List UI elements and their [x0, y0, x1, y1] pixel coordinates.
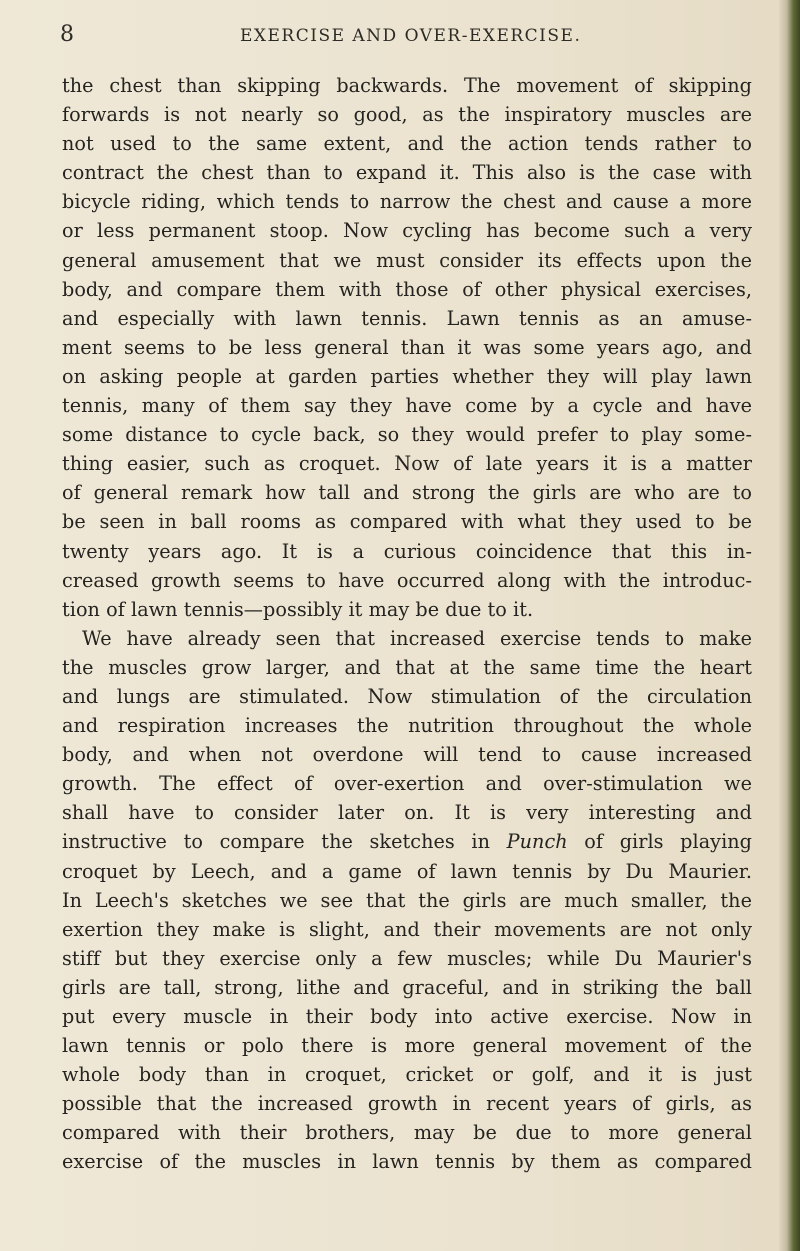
text-line: shall have to consider later on. It is very interesting and: [62, 801, 752, 825]
text-line: contract the chest than to expand it. This also is the case with: [62, 161, 752, 185]
paragraph-start-line: We have already seen that increased exercise tends to make: [82, 626, 752, 650]
running-head: [0, 22, 800, 52]
text-line: body, and compare them with those of other physical exercises,: [62, 277, 752, 301]
text-line: lawn tennis or polo there is more general movement of the: [62, 1034, 752, 1058]
body-text: [62, 71, 752, 1177]
text-line: of general remark how tall and strong the girls are who are to: [62, 481, 752, 505]
text-line: twenty years ago. It is a curious coincidence that this in-: [62, 539, 752, 563]
running-title: EXERCISE AND OVER-EXERCISE.: [240, 26, 582, 46]
text-line: In Leech's sketches we see that the girls are much smaller, the: [62, 888, 752, 912]
text-line: or less permanent stoop. Now cycling has become such a very: [62, 219, 752, 243]
text-line: and lungs are stimulated. Now stimulation of the circulation: [62, 684, 752, 708]
text-line: on asking people at garden parties whether they will play lawn: [62, 364, 752, 388]
text-line: growth. The effect of over-exertion and over-stimulation we: [62, 772, 752, 796]
page-edge-shadow: [778, 0, 800, 1251]
periodical-title: Punch: [506, 830, 568, 854]
text-line: not used to the same extent, and the action tends rather to: [62, 132, 752, 156]
text-line: exertion they make is slight, and their movements are not only: [62, 917, 752, 941]
text-line: be seen in ball rooms as compared with what they used to be: [62, 510, 752, 534]
page-number: 8: [60, 22, 75, 47]
text-line: and respiration increases the nutrition throughout the whole: [62, 714, 752, 738]
text-line: bicycle riding, which tends to narrow the chest and cause a more: [62, 190, 752, 214]
text-line: general amusement that we must consider its effects upon the: [62, 248, 752, 272]
text-line: exercise of the muscles in lawn tennis by them as compared: [62, 1150, 752, 1174]
text-line: the chest than skipping backwards. The movement of skipping: [62, 74, 752, 97]
text-line: stiff but they exercise only a few muscles; while Du Maurier's: [62, 946, 752, 970]
text-line: some distance to cycle back, so they would prefer to play some-: [62, 423, 752, 447]
text-line: ment seems to be less general than it was some years ago, and: [62, 335, 752, 359]
text-line: the muscles grow larger, and that at the same time the heart: [62, 655, 752, 679]
text-line: possible that the increased growth in recent years of girls, as: [62, 1092, 752, 1116]
text-line: thing easier, such as croquet. Now of late years it is a matter: [62, 452, 752, 476]
text-line: croquet by Leech, and a game of lawn tennis by Du Maurier.: [62, 859, 752, 883]
text-line: body, and when not overdone will tend to cause increased: [62, 743, 752, 767]
text-line: forwards is not nearly so good, as the inspiratory muscles are: [62, 103, 752, 127]
text-line: tennis, many of them say they have come by a cycle and have: [62, 394, 752, 418]
text-line: girls are tall, strong, lithe and graceful, and in striking the ball: [62, 975, 752, 999]
text-line: instructive to compare the sketches in Punch of girls playing: [62, 830, 752, 854]
text-line: put every muscle in their body into active exercise. Now in: [62, 1005, 752, 1028]
text-line: compared with their brothers, may be due to more general: [62, 1121, 752, 1145]
text-line: tion of lawn tennis—possibly it may be due to it.: [62, 597, 534, 621]
text-line: whole body than in croquet, cricket or golf, and it is just: [62, 1063, 752, 1087]
text-line: and especially with lawn tennis. Lawn tennis as an amuse-: [62, 306, 752, 330]
text-line: creased growth seems to have occurred along with the introduc-: [62, 568, 752, 592]
